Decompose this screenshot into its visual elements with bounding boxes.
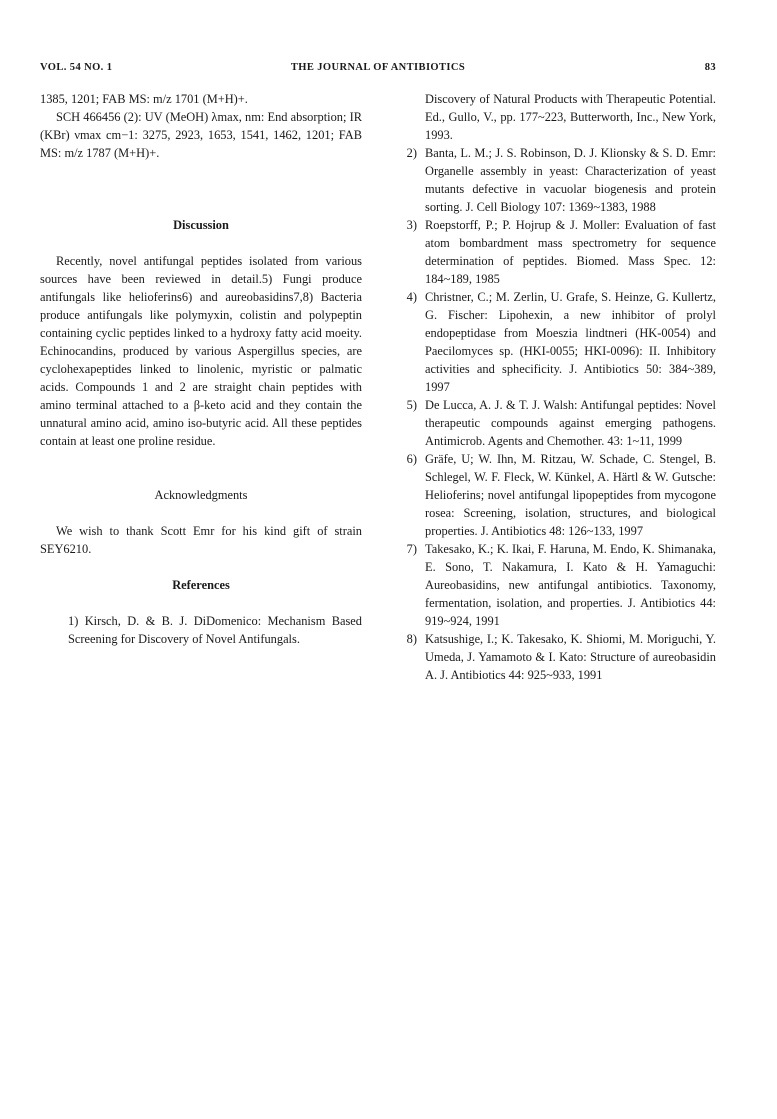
- reference-item: [397, 144, 716, 216]
- acknowledgments-heading: Acknowledgments: [154, 488, 248, 502]
- reference-text: Roepstorff, P.; P. Hojrup & J. Moller: Evaluation of fast atom bombardment mass spectrometry for sequence determination of peptides. Biomed. Mass Spec. 12: 184~189, 1985: [425, 218, 716, 286]
- right-column: [397, 90, 716, 684]
- reference-text: Christner, C.; M. Zerlin, U. Grafe, S. Heinze, G. Kullertz, G. Fischer: Lipohexin, a new inhibitor of prolyl endopeptidase from Moeszia lindtneri (HK-0054) and Paecilomyces sp. (HKI-0055; HKI-0096): II. Inhibitory activities and sphecificity. J. Antibiotics 50: 384~389, 1997: [425, 290, 716, 394]
- reference-item: [397, 216, 716, 288]
- reference-item: [397, 450, 716, 540]
- spectral-data-1: 1385, 1201; FAB MS: m/z 1701 (M+H)+.: [40, 92, 248, 106]
- reference-1-continuation: Discovery of Natural Products with Therapeutic Potential. Ed., Gullo, V., pp. 177~223, Butterworth, Inc., New York, 1993.: [425, 92, 716, 142]
- reference-number: 4): [406, 290, 417, 304]
- references-heading: References: [172, 578, 230, 592]
- reference-number: 5): [406, 398, 417, 412]
- volume-label: VOL. 54 NO. 1: [40, 62, 113, 73]
- discussion-paragraph: Recently, novel antifungal peptides isolated from various sources have been reviewed in detail.5) Fungi produce antifungals like helioferins6) and aureobasidins7,8) Bacteria produce antifungals like polymyxin, colistin and polypeptin containing cyclic peptides linked to a hydroxy fatty acid moeity. Echinocandins, produced by various Aspergillus species, are cyclohexapeptides linked to linolenic, myristic or palmatic acids. Compounds 1 and 2 are straight chain peptides with amino terminal attached to a β-keto acid and they contain the unnatural amino acid, amino iso-butyric acid. All these peptides contain at least one proline residue.: [40, 254, 362, 448]
- reference-text: Katsushige, I.; K. Takesako, K. Shiomi, M. Moriguchi, Y. Umeda, J. Yamamoto & I. Kato: Structure of aureobasidin A. J. Antibiotics 44: 925~933, 1991: [425, 632, 716, 682]
- reference-list: [397, 144, 716, 684]
- reference-item: 1) Kirsch, D. & B. J. DiDomenico: Mechanism Based Screening for Discovery of Novel Antifungals.: [68, 614, 362, 646]
- running-header: [40, 62, 716, 78]
- reference-item: [397, 630, 716, 684]
- discussion-heading: Discussion: [173, 218, 229, 232]
- journal-title: THE JOURNAL OF ANTIBIOTICS: [290, 62, 466, 73]
- page-number: 83: [704, 62, 716, 73]
- reference-number: 7): [406, 542, 417, 556]
- reference-text: De Lucca, A. J. & T. J. Walsh: Antifungal peptides: Novel therapeutic compounds against emerging pathogens. Antimicrob. Agents and Chemother. 43: 1~11, 1999: [425, 398, 716, 448]
- acknowledgments-paragraph: We wish to thank Scott Emr for his kind gift of strain SEY6210.: [40, 524, 362, 556]
- left-column: [40, 90, 362, 648]
- reference-text: Gräfe, U; W. Ihn, M. Ritzau, W. Schade, C. Stengel, B. Schlegel, W. F. Fleck, W. Künkel, A. Härtl & W. Gutsche: Helioferins; novel antifungal lipopeptides from mycogone rosea: Screening, isolation, structures, and biological properties. J. Antibiotics 48: 126~133, 1997: [425, 452, 716, 538]
- reference-number: 2): [406, 146, 417, 160]
- reference-item: [397, 540, 716, 630]
- reference-number: 3): [406, 218, 417, 232]
- reference-number: 6): [406, 452, 417, 466]
- spectral-data-2: SCH 466456 (2): UV (MeOH) λmax, nm: End absorption; IR (KBr) νmax cm−1: 3275, 2923, 1653, 1541, 1462, 1201; FAB MS: m/z 1787 (M+H)+.: [40, 110, 362, 160]
- reference-text: Takesako, K.; K. Ikai, F. Haruna, M. Endo, K. Shimanaka, E. Sono, T. Nakamura, I. Kato & H. Yamaguchi: Aureobasidins, new antifungal antibiotics. Taxonomy, fermentation, isolation, and properties. J. Antibiotics 44: 919~924, 1991: [425, 542, 716, 628]
- reference-item: [397, 396, 716, 450]
- reference-text: Banta, L. M.; J. S. Robinson, D. J. Klionsky & S. D. Emr: Organelle assembly in yeast: Characterization of yeast mutants defective in vacuolar biogenesis and protein sorting. J. Cell Biology 107: 1369~1383, 1988: [425, 146, 716, 214]
- reference-number: 8): [406, 632, 417, 646]
- reference-item: [397, 288, 716, 396]
